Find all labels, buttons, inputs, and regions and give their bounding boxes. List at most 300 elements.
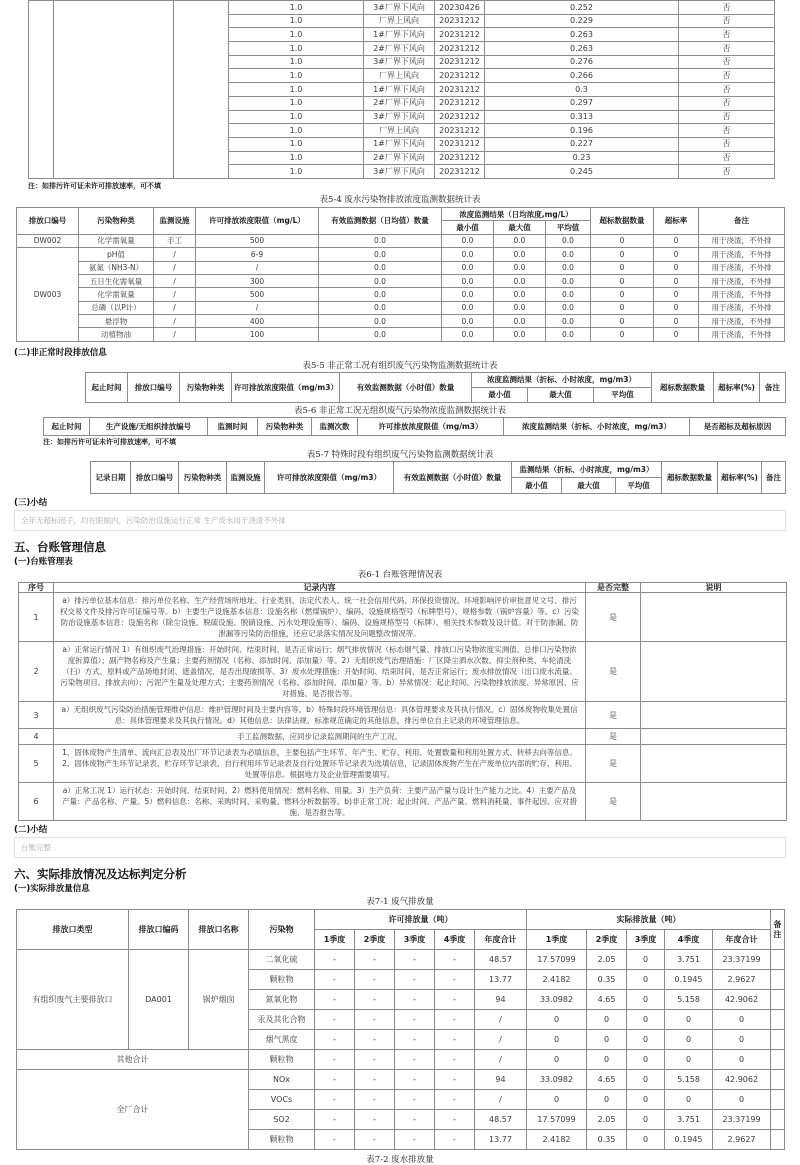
cell: 0.23 xyxy=(485,151,679,165)
cell: 0.196 xyxy=(485,124,679,138)
header-cell: 平均值 xyxy=(546,221,591,234)
header-cell: 许可排放量（吨） xyxy=(315,910,527,930)
header-cell: 排放口编号 xyxy=(17,207,79,234)
cell: 3.751 xyxy=(665,950,713,970)
cell: 0.0 xyxy=(546,261,591,274)
cell: 否 xyxy=(679,1,775,15)
cell: 0.229 xyxy=(485,14,679,28)
cell: 0.1945 xyxy=(665,970,713,990)
cell: - xyxy=(435,1090,475,1110)
cell: 20231212 xyxy=(435,28,485,42)
cell: 0.3 xyxy=(485,83,679,97)
table-row xyxy=(17,288,785,301)
cell: - xyxy=(315,1030,355,1050)
cell: 2.05 xyxy=(587,1110,627,1130)
header-cell: 4季度 xyxy=(435,930,475,950)
cell: 否 xyxy=(679,28,775,42)
cell: 1.0 xyxy=(229,42,364,56)
cell: 20230426 xyxy=(435,1,485,15)
cell: 0 xyxy=(627,1070,665,1090)
header-cell: 备注 xyxy=(771,910,785,950)
cell: 0.0 xyxy=(546,328,591,341)
cell: NOx xyxy=(249,1070,315,1090)
cell: 是 xyxy=(586,745,641,783)
cell: / xyxy=(475,1030,527,1050)
cell: DW002 xyxy=(17,234,79,247)
cell: 厂界上风向 xyxy=(364,69,435,83)
header-cell: 超标率 xyxy=(654,207,699,234)
header-cell: 超标数据数量 xyxy=(652,372,714,402)
cell: 3#厂界下风向 xyxy=(364,110,435,124)
table-6-1 xyxy=(18,582,800,822)
cell: - xyxy=(395,1050,435,1070)
cell: - xyxy=(395,1070,435,1090)
header-cell: 浓度监测结果（折标、小时浓度，mg/m3） xyxy=(472,372,652,387)
cell: 0.0 xyxy=(319,328,442,341)
cell: 0 xyxy=(627,1090,665,1110)
cell: 0 xyxy=(527,1090,587,1110)
section-ledger-heading: 五、台账管理信息 xyxy=(14,539,106,554)
cell: 烟气黑度 xyxy=(249,1030,315,1050)
cell: 其他合计 xyxy=(17,1050,249,1070)
cell: 0 xyxy=(591,261,654,274)
cell: 否 xyxy=(679,96,775,110)
table-row xyxy=(19,783,787,821)
header-cell: 许可排放浓度限值（mg/m3） xyxy=(232,372,340,402)
cell: VOCs xyxy=(249,1090,315,1110)
cell: 0 xyxy=(713,1010,771,1030)
cell: / xyxy=(196,301,319,314)
header-cell: 排放口类型 xyxy=(17,910,129,950)
cell: 1#厂界下风向 xyxy=(364,137,435,151)
cell: 0 xyxy=(654,315,699,328)
cell: pH值 xyxy=(79,248,154,261)
header-cell: 4季度 xyxy=(665,930,713,950)
cell: 0 xyxy=(654,301,699,314)
cell: 0.263 xyxy=(485,42,679,56)
subsection-ledger-table-heading: (一)台账管理表 xyxy=(14,556,73,567)
header-cell: 浓度监测结果（折标、小时浓度，mg/m3） xyxy=(504,417,690,435)
header-cell: 最大值 xyxy=(528,387,594,402)
table-row xyxy=(17,1050,785,1070)
header-cell: 年度合计 xyxy=(713,930,771,950)
table-5-5-title: 表5-5 非正常工况有组织废气污染物监测数据统计表 xyxy=(302,360,498,371)
cell: 5.158 xyxy=(665,990,713,1010)
table-7-1-grid xyxy=(16,909,785,1150)
cell: 2#厂界下风向 xyxy=(364,96,435,110)
table-5-7 xyxy=(90,461,800,494)
cell: 0.0 xyxy=(546,274,591,287)
cell: 有组织废气主要排放口 xyxy=(17,950,129,1050)
table-row xyxy=(17,1070,785,1090)
cell: 全厂合计 xyxy=(17,1070,249,1150)
cell: - xyxy=(315,1110,355,1130)
cell: 0.0 xyxy=(546,315,591,328)
cell: - xyxy=(355,970,395,990)
cell: 否 xyxy=(679,124,775,138)
cell: 1.0 xyxy=(229,110,364,124)
cell: 0.35 xyxy=(587,1130,627,1150)
header-cell: 污染物种类 xyxy=(179,461,227,493)
cell xyxy=(771,1110,785,1130)
cell: 否 xyxy=(679,69,775,83)
cell: 用于浇渣，不外排 xyxy=(699,234,785,247)
cell: 94 xyxy=(475,990,527,1010)
cell: 是 xyxy=(586,593,641,642)
cell: 13.77 xyxy=(475,1130,527,1150)
cell: 0 xyxy=(591,328,654,341)
header-cell: 生产设施/无组织排放编号 xyxy=(90,417,208,435)
cell: 20231212 xyxy=(435,69,485,83)
cell: 4 xyxy=(19,729,54,745)
cell xyxy=(54,1,174,179)
table-7-1 xyxy=(16,909,800,1150)
cell: 0 xyxy=(527,1010,587,1030)
cell: 1.0 xyxy=(229,137,364,151)
cell: 0 xyxy=(591,248,654,261)
cell: 0 xyxy=(627,950,665,970)
cell: 1 xyxy=(19,593,54,642)
cell: 0.0 xyxy=(546,248,591,261)
cell: 0.0 xyxy=(319,248,442,261)
cell: 0.0 xyxy=(442,274,494,287)
cell: 20231212 xyxy=(435,165,485,179)
header-cell: 排放口编码 xyxy=(129,910,189,950)
cell: 5.158 xyxy=(665,1070,713,1090)
header-cell: 监测次数 xyxy=(312,417,358,435)
cell: 是 xyxy=(586,783,641,821)
header-cell: 备注 xyxy=(699,207,785,234)
cell xyxy=(641,642,787,702)
cell: 2#厂界下风向 xyxy=(364,151,435,165)
cell: 3.751 xyxy=(665,1110,713,1130)
cell: 0.263 xyxy=(485,28,679,42)
cell: - xyxy=(435,950,475,970)
cell: 0 xyxy=(587,1010,627,1030)
cell: 0.0 xyxy=(442,301,494,314)
cell: 0 xyxy=(627,1010,665,1030)
cell: 汞及其化合物 xyxy=(249,1010,315,1030)
cell xyxy=(771,990,785,1010)
cell xyxy=(641,729,787,745)
header-cell: 备注 xyxy=(760,372,786,402)
header-cell: 有效监测数据（小时值）数量 xyxy=(340,372,472,402)
cell: - xyxy=(315,1070,355,1090)
header-row xyxy=(44,417,786,435)
header-cell: 最大值 xyxy=(494,221,546,234)
cell: 1.0 xyxy=(229,28,364,42)
cell: / xyxy=(154,315,196,328)
cell: 0.1945 xyxy=(665,1130,713,1150)
cell xyxy=(771,1070,785,1090)
cell: 0 xyxy=(587,1030,627,1050)
cell: 0.245 xyxy=(485,165,679,179)
cell: DW003 xyxy=(17,248,79,342)
header-cell: 污染物种类 xyxy=(79,207,154,234)
cell: 23.37199 xyxy=(713,1110,771,1130)
header-cell: 是否超标及超标原因 xyxy=(690,417,786,435)
header-cell: 监测设施 xyxy=(154,207,196,234)
cell: 3#厂界下风向 xyxy=(364,165,435,179)
cell: 用于浇渣，不外排 xyxy=(699,274,785,287)
cell: 0.0 xyxy=(494,288,546,301)
cell: 否 xyxy=(679,14,775,28)
cell: 0.0 xyxy=(546,301,591,314)
section-actual-emission-heading: 六、实际排放情况及达标判定分析 xyxy=(14,867,187,882)
cell: 0 xyxy=(591,274,654,287)
section-summary-ledger-heading: (二)小结 xyxy=(14,825,48,836)
cell: 0 xyxy=(665,1030,713,1050)
cell: 0.0 xyxy=(319,301,442,314)
cell: 4.65 xyxy=(587,1070,627,1090)
cell: 1.0 xyxy=(229,96,364,110)
cell: 2.4182 xyxy=(527,970,587,990)
cell: 否 xyxy=(679,165,775,179)
cell xyxy=(641,593,787,642)
cell: 100 xyxy=(196,328,319,341)
header-cell: 记录日期 xyxy=(91,461,131,493)
cell: 化学需氧量 xyxy=(79,288,154,301)
cell: - xyxy=(355,1090,395,1110)
cell: - xyxy=(435,1070,475,1090)
cell: 1.0 xyxy=(229,165,364,179)
cell: 0.276 xyxy=(485,55,679,69)
cell: 0.0 xyxy=(494,274,546,287)
boundary-monitoring-continuation-table xyxy=(28,0,800,179)
header-cell: 排放口编号 xyxy=(131,461,179,493)
cell: 0 xyxy=(627,1130,665,1150)
table-row xyxy=(19,702,787,729)
cell: 20231212 xyxy=(435,83,485,97)
header-row xyxy=(17,207,785,220)
header-cell: 许可排放浓度限值（mg/L） xyxy=(196,207,319,234)
cell: 20231212 xyxy=(435,96,485,110)
cell: 颗粒物 xyxy=(249,1050,315,1070)
cell: 用于浇渣，不外排 xyxy=(699,288,785,301)
cell: - xyxy=(395,1030,435,1050)
cell: 23.37199 xyxy=(713,950,771,970)
header-cell: 监测结果（折标、小时浓度，mg/m3） xyxy=(512,461,662,477)
cell: 1.0 xyxy=(229,55,364,69)
cell: 否 xyxy=(679,151,775,165)
cell: 0 xyxy=(627,990,665,1010)
cell: 1.0 xyxy=(229,124,364,138)
cell: 0.0 xyxy=(546,234,591,247)
cell: 用于浇渣，不外排 xyxy=(699,328,785,341)
cell: 0 xyxy=(713,1090,771,1110)
cell: 否 xyxy=(679,42,775,56)
cell: 二氧化硫 xyxy=(249,950,315,970)
table-6-1-grid xyxy=(18,582,787,822)
table-5-5-grid xyxy=(85,372,786,403)
cell: 0.0 xyxy=(494,301,546,314)
cell: / xyxy=(154,301,196,314)
table-5-4 xyxy=(16,207,800,342)
cell: - xyxy=(395,1130,435,1150)
cell: 1#厂界下风向 xyxy=(364,28,435,42)
monitoring-summary-text: 全年无超标因子，均在限制内，污染防治设施运行正常 生产废水用于浇渣不外排 xyxy=(21,515,286,525)
header-cell: 污染物种类 xyxy=(180,372,232,402)
cell: 33.0982 xyxy=(527,1070,587,1090)
cell: 2#厂界下风向 xyxy=(364,42,435,56)
header-cell: 排放口名称 xyxy=(189,910,249,950)
cell: a）正常工况 1）运行状态：开始时间、结束时间。2）燃料使用情况：燃料名称、用量。3）生产负荷：主要产品产量与设计生产能力之比。4）主要产品及产量：产品名称、产量。5）燃料信息：名称、采购时间、采购量、燃料分析数据等。b)非正常工况：起止时间、产品产量、燃料消耗量、事件起因、应对措施、是否报告等。 xyxy=(54,783,586,821)
cell: 0 xyxy=(654,261,699,274)
cell: 0.35 xyxy=(587,970,627,990)
monitoring-summary-box xyxy=(14,510,786,531)
cell: / xyxy=(475,1010,527,1030)
cell: 0 xyxy=(587,1090,627,1110)
cell: 锅炉烟囱 xyxy=(189,950,249,1050)
table-row xyxy=(19,642,787,702)
cell: 0 xyxy=(665,1010,713,1030)
header-cell: 实际排放量（吨） xyxy=(527,910,771,930)
cell: 5 xyxy=(19,745,54,783)
cell: 1、固体废物产生清单、流向汇总表及出厂环节记录表为必填信息，主要包括产生环节、年产生、贮存、利用、处置数量和利用处置方式、转移去向等信息。2、固体废物产生环节记录表、贮存环节记录表、自行利用环节记录表及自行处置环节记录表为选填信息，记录固体废物产生在产废单位内部的贮存、利用、处置等信息。根据地方及企业管理需要填写。 xyxy=(54,745,586,783)
cell: - xyxy=(395,1110,435,1130)
cell: 0 xyxy=(654,328,699,341)
cell: 手工监测数据，应同步记录监测期间的生产工况。 xyxy=(54,729,586,745)
cell: 0.0 xyxy=(494,234,546,247)
header-cell: 是否完整 xyxy=(586,582,641,593)
cell: 0.297 xyxy=(485,96,679,110)
cell: 0.0 xyxy=(442,328,494,341)
cell: 6 xyxy=(19,783,54,821)
cell: - xyxy=(355,1130,395,1150)
cell: - xyxy=(315,970,355,990)
cell: a）排污单位基本信息：排污单位名称、生产经营场所地址、行业类别、法定代表人、统一社会信用代码、环保投资情况、环境影响评价审批意见文号、排污权交易文件及排污许可证编号等。b）主要生产设施基本信息：设施名称（燃煤锅炉）、编码、设施规格型号（标牌型号）、规格参数（锅炉容量）等。c）污染防治设施基本信息：设施名称（除尘设施、脱硫设施、脱硝设施、污水处理设施等）、编码、设施规格型号（标牌）、相关技术参数及设计值。对于防渗漏、防泄漏等污染防治措施，还应记录落实情况及问题整改情况等。 xyxy=(54,593,586,642)
cell: 手工 xyxy=(154,234,196,247)
cell: 20231212 xyxy=(435,137,485,151)
header-cell: 2季度 xyxy=(355,930,395,950)
cell: / xyxy=(154,328,196,341)
cell: 是 xyxy=(586,729,641,745)
table-row xyxy=(19,729,787,745)
cell: 0.0 xyxy=(319,288,442,301)
cell: 20231212 xyxy=(435,124,485,138)
cell xyxy=(771,1090,785,1110)
cell: 0 xyxy=(665,1050,713,1070)
cell: DA001 xyxy=(129,950,189,1050)
table-row xyxy=(19,745,787,783)
cell: 0 xyxy=(713,1030,771,1050)
header-cell: 浓度监测结果（日均浓度,mg/L） xyxy=(442,207,591,220)
cell: 用于浇渣，不外排 xyxy=(699,315,785,328)
cell: 0.0 xyxy=(442,288,494,301)
cell: - xyxy=(435,1010,475,1030)
boundary-monitoring-continuation-table-grid xyxy=(28,0,775,179)
cell: 动植物油 xyxy=(79,328,154,341)
subsection-actual-emission-heading: (一)实际排放量信息 xyxy=(14,884,90,895)
table-row xyxy=(17,248,785,261)
cell: 总磷（以P计） xyxy=(79,301,154,314)
cell: 0.0 xyxy=(546,288,591,301)
header-row xyxy=(86,372,786,387)
cell: 4.65 xyxy=(587,990,627,1010)
header-cell: 2季度 xyxy=(587,930,627,950)
table-7-2-title: 表7-2 废水排放量 xyxy=(366,1155,434,1165)
cell: 13.77 xyxy=(475,970,527,990)
cell: 否 xyxy=(679,137,775,151)
cell: 2.4182 xyxy=(527,1130,587,1150)
cell: 氮氧化物 xyxy=(249,990,315,1010)
cell: - xyxy=(395,1090,435,1110)
cell: - xyxy=(355,1050,395,1070)
table-row xyxy=(17,301,785,314)
cell xyxy=(771,970,785,990)
header-cell: 备注 xyxy=(762,461,786,493)
ledger-summary-box xyxy=(14,837,786,858)
note-permit-rate-1: 注：如排污许可证未许可排放速率，可不填 xyxy=(28,181,161,190)
header-cell: 序号 xyxy=(19,582,54,593)
cell: 500 xyxy=(196,288,319,301)
cell: 3#厂界下风向 xyxy=(364,1,435,15)
table-row xyxy=(17,315,785,328)
cell: / xyxy=(154,261,196,274)
header-cell: 超标数据数量 xyxy=(591,207,654,234)
cell xyxy=(641,702,787,729)
header-cell: 3季度 xyxy=(395,930,435,950)
table-row xyxy=(17,950,785,970)
cell: 0.0 xyxy=(494,315,546,328)
header-cell: 起止时间 xyxy=(44,417,90,435)
table-row xyxy=(17,328,785,341)
cell xyxy=(771,950,785,970)
cell: 0.0 xyxy=(442,248,494,261)
cell: 颗粒物 xyxy=(249,970,315,990)
cell: - xyxy=(355,1030,395,1050)
header-cell: 说明 xyxy=(641,582,787,593)
cell: 20231212 xyxy=(435,42,485,56)
header-cell: 年度合计 xyxy=(475,930,527,950)
header-cell: 3季度 xyxy=(627,930,665,950)
cell: a）正常运行情况 1）有组织废气治理措施：开始时间、结束时间、是否正常运行；烟气排放情况（标态烟气量、排放口污染物浓度实测值、总排口污染物浓度折算值）；副产物名称及产生量；主要药剂情况（名称、添加时间、添加量）等。2）无组织废气治理措施：厂区降尘洒水次数、抑尘剂种类、车轮清洗（扫）方式、原料或产品场地封闭、遮盖情况、是否出现破损等。3）废水处理措施：开始时间、结束时间、是否正常运行；废水排放情况（出口废水流量、污染物项目、排放去向）；污泥产生量及处理方式；主要药剂情况（名称、添加时间、添加量）等。b）异常情况：起止时间、污染物排放浓度、异常原因、应对措施、是否报告等。 xyxy=(54,642,586,702)
cell: 0.266 xyxy=(485,69,679,83)
cell: 300 xyxy=(196,274,319,287)
cell: 20231212 xyxy=(435,14,485,28)
header-cell: 有效监测数据（小时值）数量 xyxy=(394,461,512,493)
header-cell: 监测时间 xyxy=(208,417,258,435)
cell: 1.0 xyxy=(229,151,364,165)
cell: - xyxy=(315,1010,355,1030)
header-cell: 污染物种类 xyxy=(258,417,312,435)
cell: - xyxy=(355,950,395,970)
cell: - xyxy=(435,1030,475,1050)
table-6-1-title: 表6-1 台账管理情况表 xyxy=(357,569,443,580)
cell: - xyxy=(395,1010,435,1030)
cell: 0.0 xyxy=(319,274,442,287)
table-7-1-title: 表7-1 废气排放量 xyxy=(366,897,434,908)
cell: - xyxy=(315,990,355,1010)
table-5-6-title: 表5-6 非正常工况无组织废气污染物浓度监测数据统计表 xyxy=(294,405,506,416)
header-row xyxy=(19,582,787,593)
ledger-summary-text: 台账完整 xyxy=(21,843,51,853)
cell: 0 xyxy=(591,234,654,247)
cell: 20231212 xyxy=(435,110,485,124)
cell: 0.0 xyxy=(319,261,442,274)
table-row xyxy=(17,261,785,274)
cell: 用于浇渣，不外排 xyxy=(699,301,785,314)
cell: 20231212 xyxy=(435,55,485,69)
cell: 0.0 xyxy=(494,248,546,261)
cell: 0.0 xyxy=(319,234,442,247)
cell: - xyxy=(355,990,395,1010)
cell: 0.0 xyxy=(442,315,494,328)
cell: 17.57099 xyxy=(527,1110,587,1130)
cell: 五日生化需氧量 xyxy=(79,274,154,287)
cell: - xyxy=(355,1010,395,1030)
cell: - xyxy=(355,1110,395,1130)
